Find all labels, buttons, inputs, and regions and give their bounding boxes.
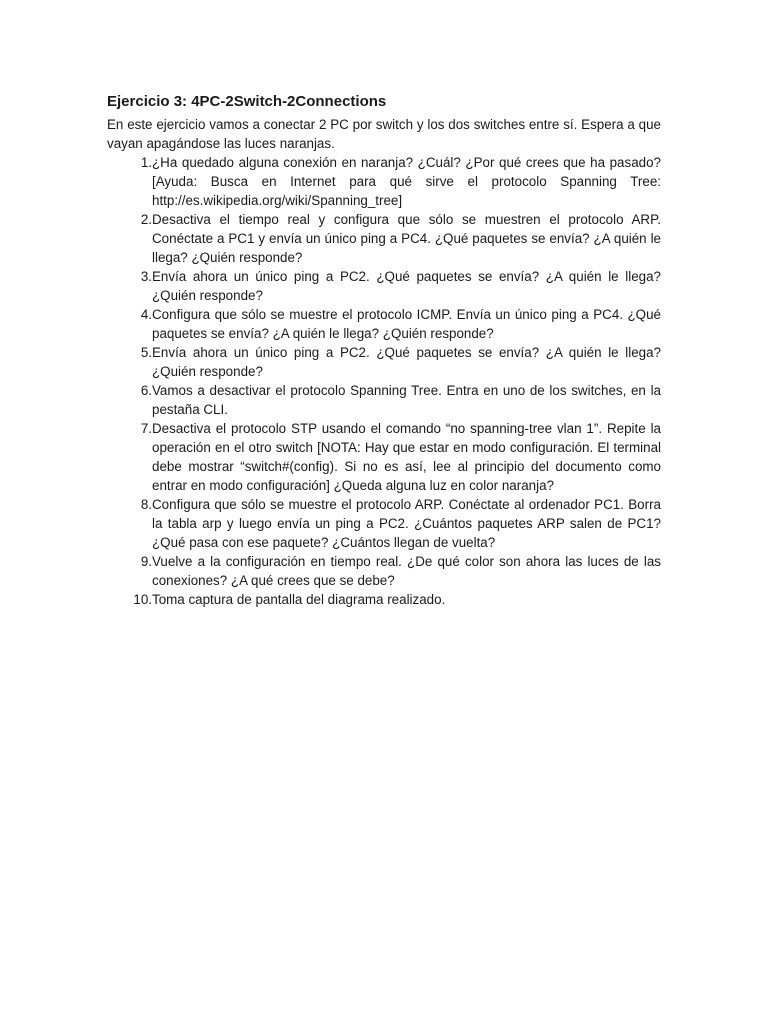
list-item bbox=[107, 153, 661, 210]
list-item-text: Vamos a desactivar el protocolo Spanning Tree. Entra en uno de los switches, en la pestaña CLI. bbox=[152, 383, 661, 417]
list-item-text: Configura que sólo se muestre el protocolo ICMP. Envía un único ping a PC4. ¿Qué paquetes se envía? ¿A quién le llega? ¿Quién responde? bbox=[152, 307, 661, 341]
list-item-text: Envía ahora un único ping a PC2. ¿Qué paquetes se envía? ¿A quién le llega? ¿Quién responde? bbox=[152, 269, 661, 303]
exercise-steps-list bbox=[107, 153, 661, 609]
list-item bbox=[107, 381, 661, 419]
list-item bbox=[107, 552, 661, 590]
document-page bbox=[107, 92, 661, 609]
list-item-text: Configura que sólo se muestre el protocolo ARP. Conéctate al ordenador PC1. Borra la tabla arp y luego envía un ping a PC2. ¿Cuántos paquetes ARP salen de PC1? ¿Qué pasa con ese paquete? ¿Cuántos llegan de vuelta? bbox=[152, 497, 661, 550]
list-item bbox=[107, 267, 661, 305]
list-item-text: Vuelve a la configuración en tiempo real. ¿De qué color son ahora las luces de las conexiones? ¿A qué crees que se debe? bbox=[152, 554, 661, 588]
exercise-intro: En este ejercicio vamos a conectar 2 PC por switch y los dos switches entre sí. Espera a que vayan apagándose las luces naranjas. bbox=[107, 117, 661, 151]
list-item bbox=[107, 590, 661, 609]
list-item bbox=[107, 343, 661, 381]
list-item-number: 10. bbox=[133, 592, 152, 607]
list-item-number: 3. bbox=[140, 269, 152, 284]
list-item-number: 2. bbox=[140, 212, 152, 227]
list-item-number: 7. bbox=[140, 421, 152, 436]
list-item-number: 5. bbox=[140, 345, 152, 360]
list-item bbox=[107, 210, 661, 267]
list-item-text: Toma captura de pantalla del diagrama realizado. bbox=[152, 592, 446, 607]
exercise-title: Ejercicio 3: 4PC-2Switch-2Connections bbox=[107, 93, 387, 110]
list-item bbox=[107, 305, 661, 343]
list-item bbox=[107, 495, 661, 552]
list-item-number: 9. bbox=[140, 554, 152, 569]
list-item bbox=[107, 419, 661, 495]
list-item-number: 4. bbox=[140, 307, 152, 322]
list-item-text: Desactiva el protocolo STP usando el comando “no spanning-tree vlan 1”. Repite la operación en el otro switch [NOTA: Hay que estar en modo configuración. El terminal debe mostrar “switch#(config). Si no es así, lee al principio del documento como entrar en modo configuración] ¿Queda alguna luz en color naranja? bbox=[152, 421, 661, 493]
list-item-text: Desactiva el tiempo real y configura que sólo se muestren el protocolo ARP. Conéctate a PC1 y envía un único ping a PC4. ¿Qué paquetes se envía? ¿A quién le llega? ¿Quién responde? bbox=[152, 212, 661, 265]
list-item-number: 8. bbox=[140, 497, 152, 512]
list-item-text: ¿Ha quedado alguna conexión en naranja? ¿Cuál? ¿Por qué crees que ha pasado? [Ayuda: Busca en Internet para qué sirve el protocolo Spanning Tree: http://es.wikipedia.org/wiki/Spanning_tree] bbox=[152, 155, 661, 208]
list-item-number: 1. bbox=[140, 155, 152, 170]
list-item-text: Envía ahora un único ping a PC2. ¿Qué paquetes se envía? ¿A quién le llega? ¿Quién responde? bbox=[152, 345, 661, 379]
list-item-number: 6. bbox=[140, 383, 152, 398]
